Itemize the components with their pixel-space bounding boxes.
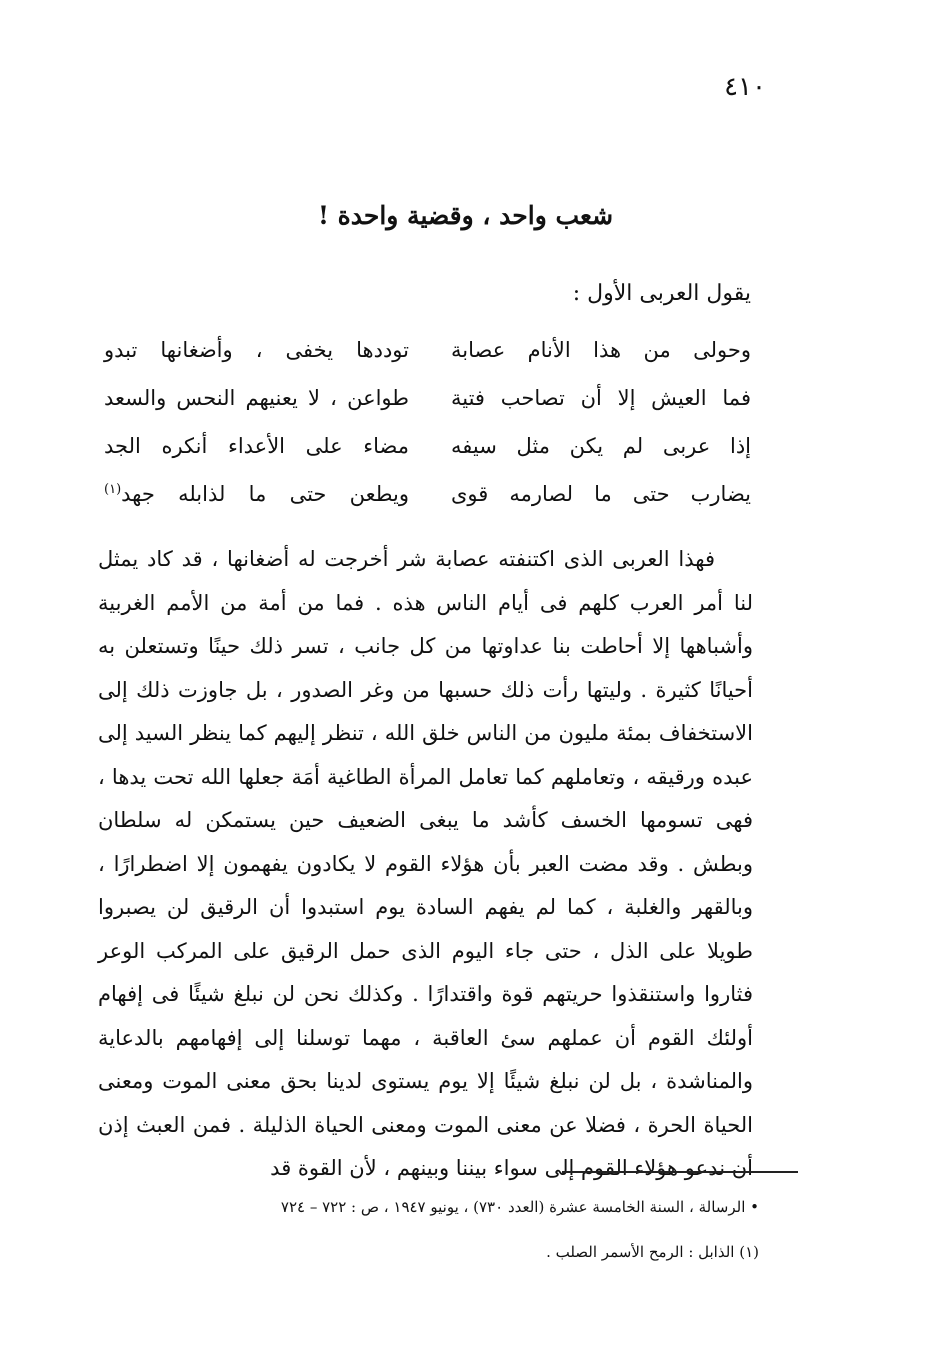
verse-second-hemistich-text: ويطعن حتى ما لذابله جهد (121, 482, 409, 506)
page-number: ٤١٠ (724, 72, 766, 102)
verse-second-hemistich: توددها يخفى ، وأضغانها تبدو (104, 338, 409, 362)
verse-line (0, 470, 931, 518)
verse-first-hemistich: وحولى من هذا الأنام عصابة (451, 338, 751, 362)
verse-second-hemistich (104, 470, 409, 518)
verse-first-hemistich: إذا عربى لم يكن مثل سيفه (451, 434, 751, 458)
article-title: شعب واحد ، وقضية واحدة ! (317, 201, 614, 230)
verse-second-hemistich: مضاء على الأعداء أنكره الجد (104, 434, 409, 458)
verse-first-hemistich: فما العيش إلا أن تصاحب فتية (451, 386, 751, 410)
verse-second-hemistich: طواعن ، لا يعنيهم النحس والسعد (104, 386, 409, 410)
source-footnote: • الرسالة ، السنة الخامسة عشرة (العدد ٧٣٠) ، يونيو ١٩٤٧ ، ص : ٧٢٢ – ٧٢٤ (280, 1198, 759, 1216)
poem-intro: يقول العربى الأول : (572, 281, 751, 306)
footnote-marker: (١) (104, 482, 122, 497)
footnote-divider (562, 1171, 798, 1173)
verse-first-hemistich: يضارب حتى ما لصارمه قوى (451, 482, 751, 506)
verse-line (0, 422, 931, 470)
gloss-footnote: (١) الذابل : الرمح الأسمر الصلب . (546, 1243, 759, 1261)
verse-line (0, 374, 931, 422)
body-paragraph: فهذا العربى الذى اكتنفته عصابة شر أخرجت له أضغانها ، قد كاد يمثل لنا أمر العرب كلهم فى أيام الناس هذه . فما من أمة من الأمم الغربية وأشباهها إلا أحاطت بنا عداوتها من كل جانب ، تسر ذلك حينًا وتستعلن به أحيانًا كثيرة . وليتها رأت ذلك حسبها من وغر الصدور ، بل جاوزت ذلك إلى الاستخفاف بمئة مليون من الناس خلق الله ، تنظر إليهم كما ينظر السيد إلى عبده ورقيقه ، وتعاملهم كما تعامل المرأة الطاغية أمَة جعلها الله تحت يدها ، فهى تسومها الخسف كأشد ما يبغى الضعيف حين يستمكن له سلطان وبطش . وقد مضت العبر بأن هؤلاء القوم لا يكادون يفهمون إلا اضطرارًا ، وبالقهر والغلبة ، كما لم يفهم السادة يوم استبدوا أن الرقيق لن يصبروا طويلا على الذل ، حتى جاء اليوم الذى حمل الرقيق على المركب الوعر فثاروا واستنقذوا حريتهم قوة واقتدارًا . وكذلك نحن لن نبلغ شيئًا فى إفهام أولئك القوم أن عملهم سئ العاقبة ، مهما توسلنا إلى إفهامهم بالدعاية والمناشدة ، بل لن نبلغ شيئًا إلا يوم يستوى لدينا بحق معنى الموت ومعنى الحياة الحرة ، فضلا عن معنى الموت ومعنى الحياة الذليلة . فمن العبث إذن أن ندعو هؤلاء القوم إلى سواء بيننا وبينهم ، لأن القوة قد (98, 547, 753, 1180)
verse-line (0, 326, 931, 374)
